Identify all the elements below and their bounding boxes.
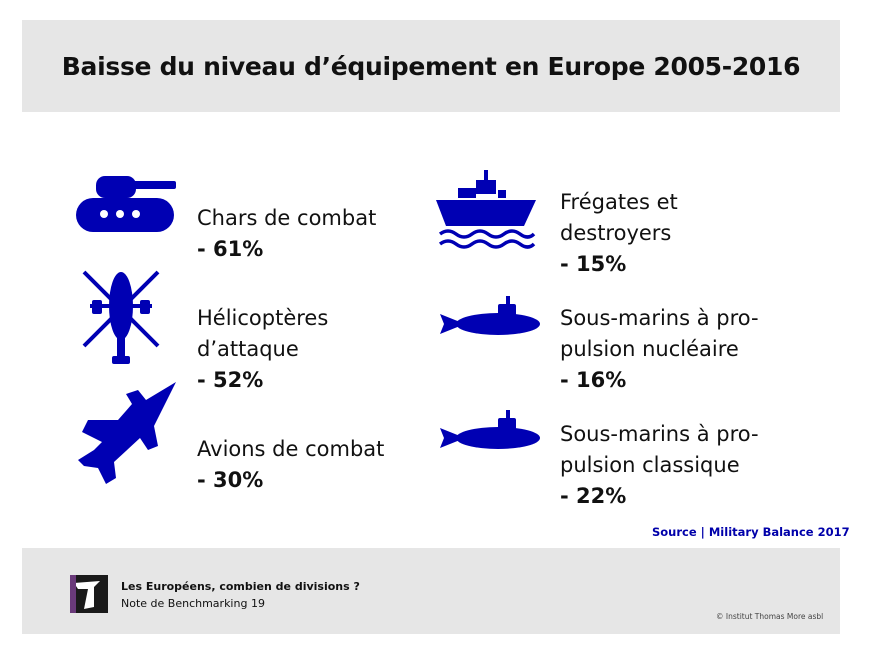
source-note: Source | Military Balance 2017: [652, 525, 850, 539]
page-title: Baisse du niveau d’équipement en Europe 2005-2016: [61, 51, 801, 81]
item-label: Frégates et destroyers: [560, 190, 678, 245]
item-value: - 16%: [560, 368, 627, 392]
item-value: - 15%: [560, 252, 627, 276]
submarine-icon: [436, 406, 542, 454]
item-label: Sous-marins à pro- pulsion classique: [560, 422, 759, 477]
item-jet-label: [197, 403, 384, 527]
item-value: - 52%: [197, 368, 264, 392]
title-band: [22, 20, 840, 112]
item-value: - 22%: [560, 484, 627, 508]
submarine-icon: [436, 292, 542, 340]
fighter-jet-icon: [74, 380, 178, 486]
item-value: - 61%: [197, 237, 264, 261]
helicopter-icon: [80, 266, 162, 368]
footer-subtitle: Note de Benchmarking 19: [121, 597, 265, 610]
tank-icon: [74, 168, 178, 234]
item-label: Avions de combat: [197, 437, 385, 461]
item-label: Chars de combat: [197, 206, 377, 230]
item-label: Hélicoptères d’attaque: [197, 306, 329, 361]
item-value: - 30%: [197, 468, 264, 492]
item-sub-classic-label: [560, 388, 759, 543]
copyright: © Institut Thomas More asbl: [716, 612, 824, 621]
ship-icon: [436, 168, 538, 254]
footer-title: Les Européens, combien de divisions ?: [121, 580, 360, 593]
institute-logo: [70, 575, 108, 613]
item-label: Sous-marins à pro- pulsion nucléaire: [560, 306, 759, 361]
